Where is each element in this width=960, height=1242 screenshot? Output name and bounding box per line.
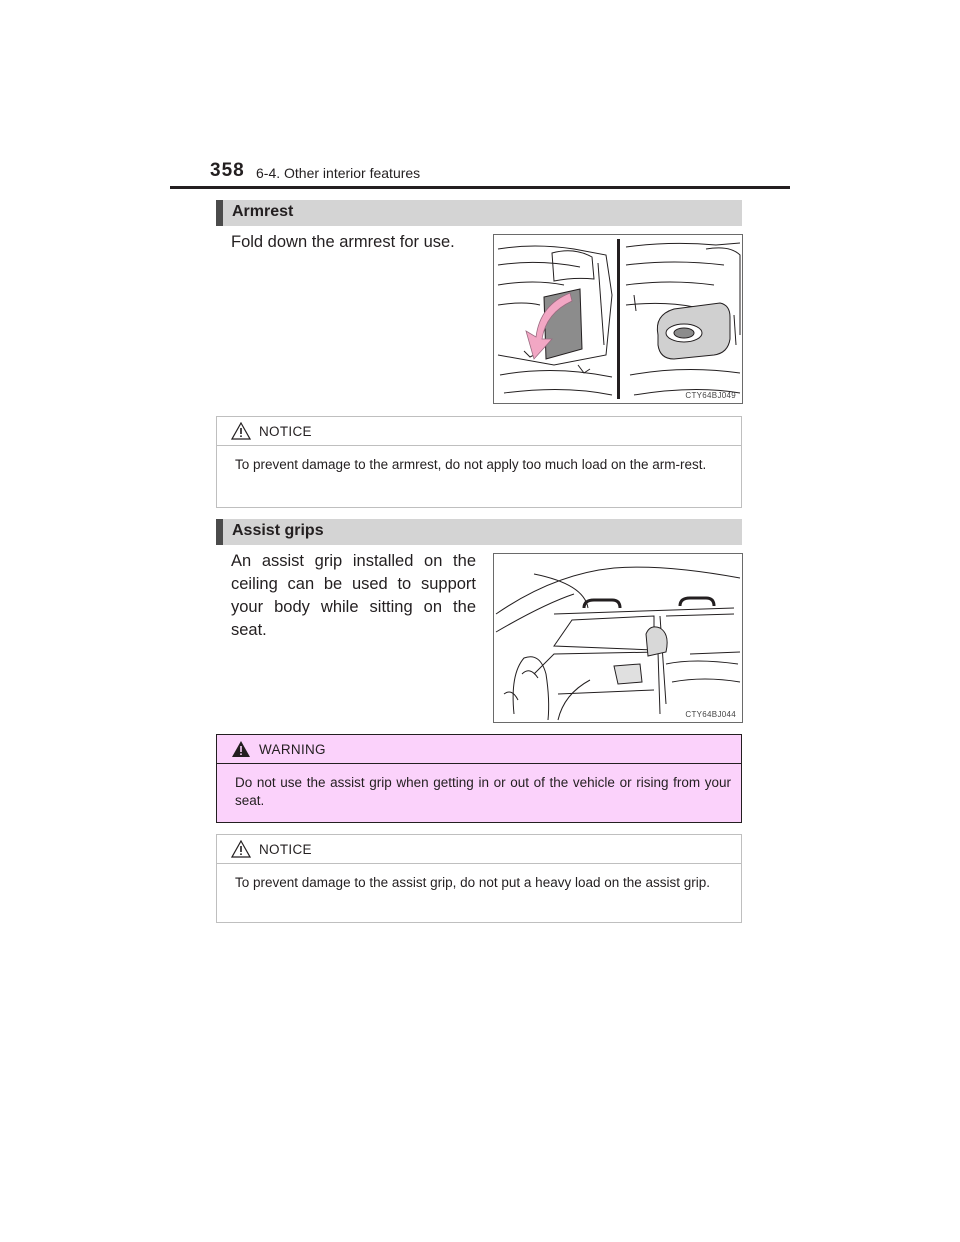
armrest-illustration (493, 234, 743, 404)
notice-text: To prevent damage to the assist grip, do not put a heavy load on the assist grip. (235, 875, 711, 890)
notice-header (217, 835, 741, 864)
warning-header (217, 735, 741, 764)
warning-triangle-icon (231, 740, 251, 758)
assist-grip-illustration (493, 553, 743, 723)
armrest-heading: Armrest (232, 203, 294, 220)
assist-grips-heading: Assist grips (232, 522, 324, 539)
caution-triangle-icon (231, 422, 251, 440)
assist-grip-figure-code: CTY64BJ044 (685, 710, 736, 719)
section-title: 6-4. Other interior features (256, 165, 421, 181)
notice-text: To prevent damage to the armrest, do not apply too much load on the arm-rest. (235, 457, 707, 472)
warning-title: WARNING (259, 742, 326, 757)
assist-grips-description: An assist grip installed on the ceiling can be used to support your body while sitting on the seat. (231, 552, 476, 639)
page-number: 358 (210, 160, 245, 181)
armrest-figure-code: CTY64BJ049 (685, 391, 736, 400)
armrest-notice-box (216, 416, 742, 508)
warning-text: Do not use the assist grip when getting in or out of the vehicle or rising from your seat. (235, 775, 731, 808)
caution-triangle-icon (231, 840, 251, 858)
header-rule (170, 186, 790, 189)
notice-header (217, 417, 741, 446)
notice-title: NOTICE (259, 424, 312, 439)
armrest-heading-bar (216, 200, 742, 226)
armrest-instruction: Fold down the armrest for use. (231, 233, 455, 251)
assist-grips-heading-bar (216, 519, 742, 545)
warning-box (216, 734, 742, 823)
notice-title: NOTICE (259, 842, 312, 857)
grip-notice-box (216, 834, 742, 923)
